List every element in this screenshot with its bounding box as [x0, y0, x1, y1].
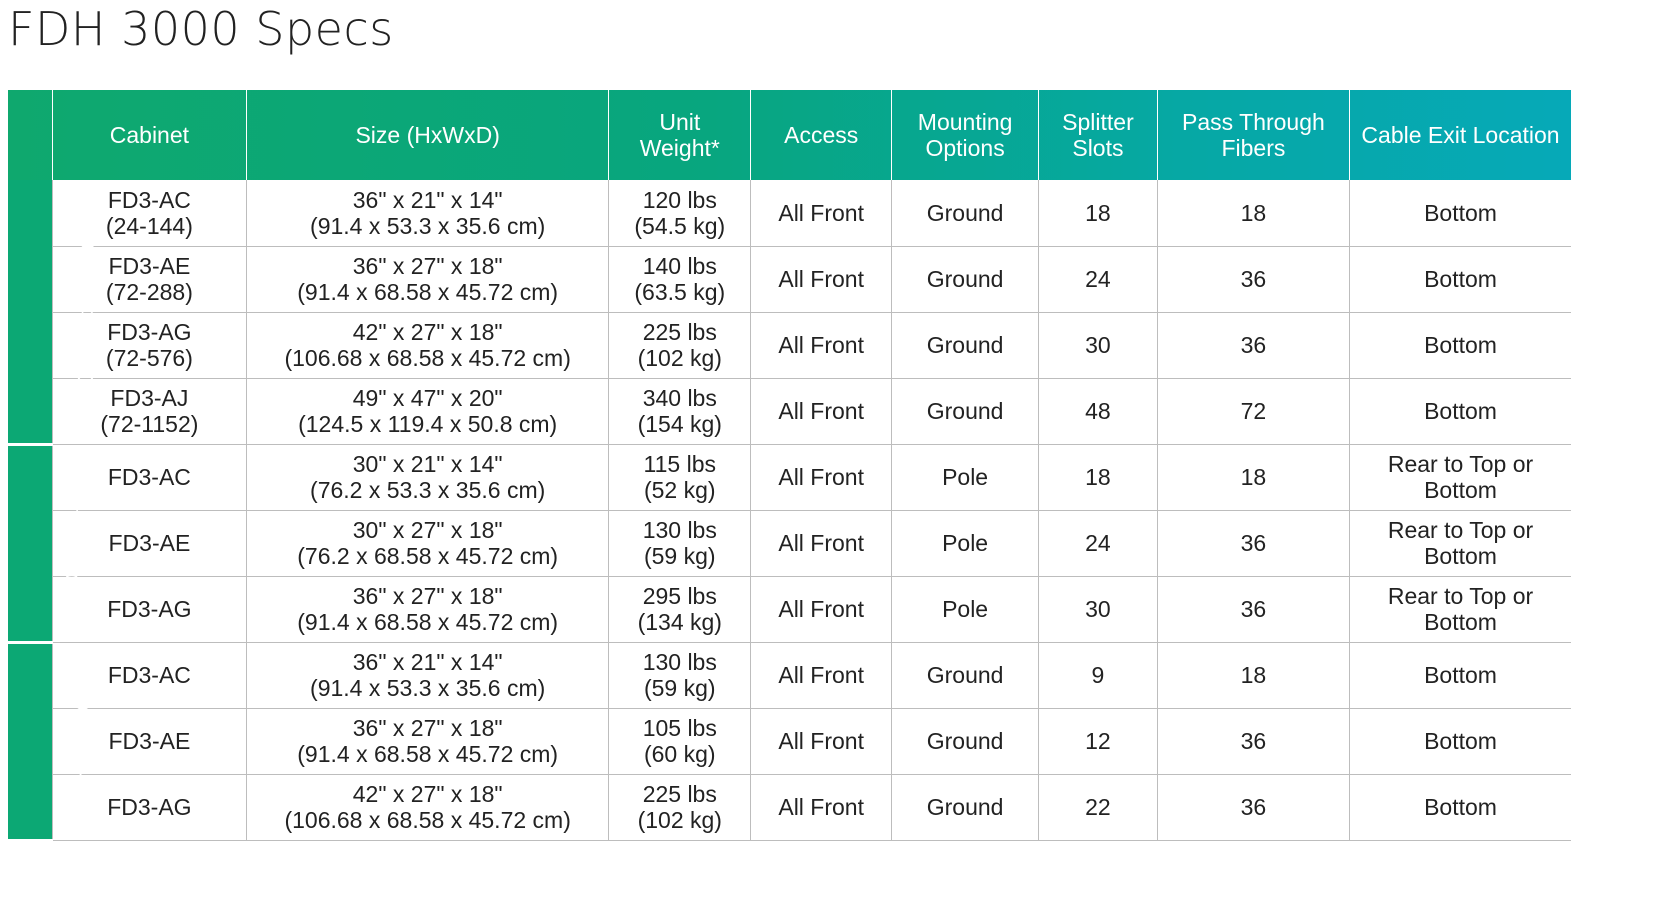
header-pass-through-fibers: Pass Through Fibers	[1157, 90, 1349, 180]
cell-size: 36" x 21" x 14" (91.4 x 53.3 x 35.6 cm)	[247, 180, 609, 246]
table-row	[8, 774, 1571, 840]
cell-cabinet: FD3-AE (72-288)	[52, 246, 246, 312]
cell-splitter-slots: 22	[1039, 774, 1158, 840]
table-row	[8, 642, 1571, 708]
cell-cabinet: FD3-AG	[52, 774, 246, 840]
cell-unit-weight: 130 lbs (59 kg)	[609, 642, 751, 708]
cell-splitter-slots: 30	[1039, 576, 1158, 642]
header-cabinet: Cabinet	[52, 90, 246, 180]
cell-mounting-options: Pole	[892, 576, 1039, 642]
cell-cabinet: FD3-AE	[52, 708, 246, 774]
cell-unit-weight: 340 lbs (154 kg)	[609, 378, 751, 444]
cell-access: All Front	[751, 642, 892, 708]
cell-cabinet: FD3-AC (24-144)	[52, 180, 246, 246]
cell-cable-exit-location: Bottom	[1350, 180, 1571, 246]
cell-unit-weight: 115 lbs (52 kg)	[609, 444, 751, 510]
cell-pass-through-fibers: 18	[1157, 180, 1349, 246]
cell-cabinet: FD3-AG	[52, 576, 246, 642]
cell-cable-exit-location: Bottom	[1350, 708, 1571, 774]
header-unit-weight: Unit Weight*	[609, 90, 751, 180]
cell-cabinet: FD3-AE	[52, 510, 246, 576]
cell-unit-weight: 130 lbs (59 kg)	[609, 510, 751, 576]
cell-pass-through-fibers: 72	[1157, 378, 1349, 444]
header-corner	[8, 90, 52, 180]
cell-access: All Front	[751, 510, 892, 576]
table-row	[8, 312, 1571, 378]
header-cable-exit-location: Cable Exit Location	[1350, 90, 1571, 180]
cell-size: 42" x 27" x 18" (106.68 x 68.58 x 45.72 cm)	[247, 312, 609, 378]
cell-pass-through-fibers: 36	[1157, 774, 1349, 840]
cell-mounting-options: Pole	[892, 444, 1039, 510]
cell-unit-weight: 140 lbs (63.5 kg)	[609, 246, 751, 312]
group-label: In-Hub Splice	[68, 671, 95, 811]
cell-splitter-slots: 18	[1039, 180, 1158, 246]
cell-cable-exit-location: Rear to Top or Bottom	[1350, 576, 1571, 642]
cell-unit-weight: 225 lbs (102 kg)	[609, 312, 751, 378]
cell-cabinet: FD3-AJ (72-1152)	[52, 378, 246, 444]
header-size: Size (HxWxD)	[247, 90, 609, 180]
cell-cable-exit-location: Bottom	[1350, 312, 1571, 378]
header-mounting-options: Mounting Options	[892, 90, 1039, 180]
table-body	[8, 180, 1571, 840]
header-access: Access	[751, 90, 892, 180]
table-row	[8, 378, 1571, 444]
table-row	[8, 708, 1571, 774]
cell-pass-through-fibers: 36	[1157, 708, 1349, 774]
cell-cabinet: FD3-AC	[52, 642, 246, 708]
cell-splitter-slots: 24	[1039, 510, 1158, 576]
cell-splitter-slots: 12	[1039, 708, 1158, 774]
cell-mounting-options: Ground	[892, 774, 1039, 840]
group-label-cell	[8, 642, 95, 840]
cell-access: All Front	[751, 312, 892, 378]
cell-access: All Front	[751, 378, 892, 444]
cell-size: 30" x 21" x 14" (76.2 x 53.3 x 35.6 cm)	[247, 444, 609, 510]
table-row	[8, 444, 1571, 510]
cell-cable-exit-location: Bottom	[1350, 642, 1571, 708]
cell-mounting-options: Ground	[892, 378, 1039, 444]
cell-access: All Front	[751, 774, 892, 840]
cell-mounting-options: Ground	[892, 708, 1039, 774]
page-title: FDH 3000 Specs	[8, 2, 394, 56]
cell-splitter-slots: 18	[1039, 444, 1158, 510]
cell-mounting-options: Pole	[892, 510, 1039, 576]
cell-access: All Front	[751, 180, 892, 246]
cell-pass-through-fibers: 18	[1157, 444, 1349, 510]
cell-access: All Front	[751, 708, 892, 774]
cell-unit-weight: 225 lbs (102 kg)	[609, 774, 751, 840]
table-row	[8, 180, 1571, 246]
cell-pass-through-fibers: 36	[1157, 312, 1349, 378]
cell-pass-through-fibers: 36	[1157, 510, 1349, 576]
table-row	[8, 576, 1571, 642]
group-label-cell	[8, 180, 99, 444]
group-label: Pole Mount	[57, 484, 84, 602]
cell-size: 36" x 21" x 14" (91.4 x 53.3 x 35.6 cm)	[247, 642, 609, 708]
cell-size: 36" x 27" x 18" (91.4 x 68.58 x 45.72 cm)	[247, 246, 609, 312]
group-label-cell	[8, 444, 84, 642]
cell-cable-exit-location: Bottom	[1350, 774, 1571, 840]
cell-unit-weight: 120 lbs (54.5 kg)	[609, 180, 751, 246]
cell-size: 49" x 47" x 20" (124.5 x 119.4 x 50.8 cm)	[247, 378, 609, 444]
cell-cabinet: FD3-AG (72-576)	[52, 312, 246, 378]
cell-splitter-slots: 9	[1039, 642, 1158, 708]
cell-cable-exit-location: Bottom	[1350, 246, 1571, 312]
cell-access: All Front	[751, 444, 892, 510]
cell-access: All Front	[751, 576, 892, 642]
table-header-row	[8, 90, 1571, 180]
cell-cable-exit-location: Rear to Top or Bottom	[1350, 444, 1571, 510]
cell-cabinet: FD3-AC	[52, 444, 246, 510]
cell-unit-weight: 105 lbs (60 kg)	[609, 708, 751, 774]
cell-mounting-options: Ground	[892, 312, 1039, 378]
cell-splitter-slots: 24	[1039, 246, 1158, 312]
group-label: Ground Mount	[72, 237, 99, 385]
cell-size: 30" x 27" x 18" (76.2 x 68.58 x 45.72 cm)	[247, 510, 609, 576]
cell-unit-weight: 295 lbs (134 kg)	[609, 576, 751, 642]
cell-size: 42" x 27" x 18" (106.68 x 68.58 x 45.72 cm)	[247, 774, 609, 840]
cell-mounting-options: Ground	[892, 642, 1039, 708]
cell-access: All Front	[751, 246, 892, 312]
cell-splitter-slots: 48	[1039, 378, 1158, 444]
cell-mounting-options: Ground	[892, 246, 1039, 312]
table-row	[8, 510, 1571, 576]
cell-pass-through-fibers: 18	[1157, 642, 1349, 708]
cell-pass-through-fibers: 36	[1157, 246, 1349, 312]
cell-pass-through-fibers: 36	[1157, 576, 1349, 642]
specs-table	[8, 90, 1571, 842]
cell-mounting-options: Ground	[892, 180, 1039, 246]
cell-cable-exit-location: Bottom	[1350, 378, 1571, 444]
cell-size: 36" x 27" x 18" (91.4 x 68.58 x 45.72 cm)	[247, 708, 609, 774]
cell-cable-exit-location: Rear to Top or Bottom	[1350, 510, 1571, 576]
header-splitter-slots: Splitter Slots	[1039, 90, 1158, 180]
cell-splitter-slots: 30	[1039, 312, 1158, 378]
table-row	[8, 246, 1571, 312]
cell-size: 36" x 27" x 18" (91.4 x 68.58 x 45.72 cm)	[247, 576, 609, 642]
